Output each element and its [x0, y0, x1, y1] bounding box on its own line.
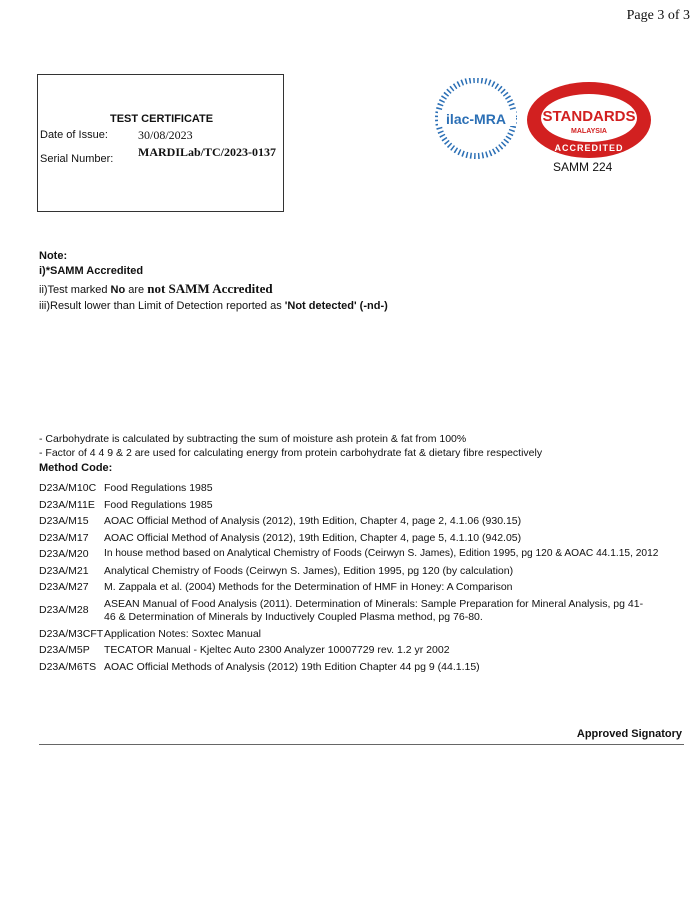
- carbohydrate-note: - Carbohydrate is calculated by subtracting the sum of moisture ash protein & fat from 100%: [39, 433, 467, 445]
- method-row: [39, 546, 694, 563]
- certificate-title: TEST CERTIFICATE: [110, 113, 214, 125]
- method-row: [39, 579, 694, 596]
- note-item-3-bold: 'Not detected' (-nd-): [284, 300, 388, 312]
- note-item-2-bold: No: [110, 284, 126, 296]
- signature-line: [39, 744, 684, 745]
- note-item-2-serif: not SAMM Accredited: [147, 281, 273, 296]
- serial-number-value: MARDILab/TC/2023-0137: [138, 145, 277, 159]
- method-code: D23A/M17: [39, 531, 89, 544]
- method-code: D23A/M20: [39, 548, 89, 560]
- note-item-2: [39, 281, 273, 297]
- note-item-2-prefix: ii)Test marked: [39, 284, 111, 296]
- method-code-heading: Method Code:: [39, 462, 113, 474]
- standards-malaysia-logo: [527, 82, 651, 158]
- method-code-list: [39, 480, 694, 675]
- approved-signatory-label: Approved Signatory: [576, 728, 682, 740]
- accreditation-logo-graphic: [432, 78, 657, 178]
- accreditation-logos: [432, 78, 657, 178]
- ilac-mra-logo: [438, 80, 516, 156]
- method-description: Analytical Chemistry of Foods (Ceirwyn S. James), Edition 1995, pg 120 (by calculation): [104, 564, 514, 577]
- malaysia-text: MALAYSIA: [571, 128, 607, 135]
- note-heading: Note:: [39, 250, 68, 262]
- method-code: D23A/M11E: [39, 498, 95, 511]
- issue-date-value: 30/08/2023: [138, 128, 193, 142]
- method-row: [39, 626, 694, 643]
- method-description: ASEAN Manual of Food Analysis (2011). Determination of Minerals: Sample Preparation for Mineral Analysis, pg 41-46 & Determination of Minerals by Inductively Coupled Plasma method, pg 76-80.: [104, 597, 644, 623]
- method-row: [39, 497, 694, 514]
- energy-factor-note: - Factor of 4 4 9 & 2 are used for calculating energy from protein carbohydrate fat & dietary fibre respectively: [39, 447, 543, 459]
- method-code: D23A/M21: [39, 564, 89, 577]
- method-description: In house method based on Analytical Chemistry of Foods (Ceirwyn S. James), Edition 1995, pg 120 & AOAC 44.1.15, 2012: [104, 548, 659, 559]
- method-description: AOAC Official Method of Analysis (2012), 19th Edition, Chapter 4, page 2, 4.1.06 (930.15): [104, 515, 522, 527]
- note-item-2-mid: are: [125, 284, 148, 296]
- method-code: D23A/M3CFT: [39, 627, 104, 640]
- method-row: [39, 642, 694, 659]
- serial-number-label: Serial Number:: [40, 153, 114, 165]
- note-item-3-prefix: iii)Result lower than Limit of Detection reported as: [39, 300, 285, 312]
- method-row: [39, 596, 694, 626]
- method-code: D23A/M6TS: [39, 660, 97, 673]
- method-description: AOAC Official Method of Analysis (2012), 19th Edition, Chapter 4, page 5, 4.1.10 (942.05): [104, 531, 522, 544]
- method-code: D23A/M27: [39, 581, 89, 593]
- method-code: D23A/M15: [39, 515, 89, 527]
- page-number: Page 3 of 3: [626, 8, 690, 23]
- method-code: D23A/M5P: [39, 644, 90, 656]
- method-row: [39, 659, 694, 676]
- method-row: [39, 480, 694, 497]
- method-row: [39, 513, 694, 530]
- method-description: AOAC Official Methods of Analysis (2012) 19th Edition Chapter 44 pg 9 (44.1.15): [104, 660, 480, 673]
- method-code: D23A/M28: [39, 604, 89, 616]
- samm-number: SAMM 224: [553, 160, 613, 174]
- method-description: M. Zappala et al. (2004) Methods for the Determination of HMF in Honey: A Comparison: [104, 581, 513, 593]
- issue-date-label: Date of Issue:: [40, 129, 108, 141]
- standards-text: STANDARDS: [542, 108, 636, 125]
- accredited-text: ACCREDITED: [554, 143, 624, 153]
- method-description: Food Regulations 1985: [104, 498, 213, 511]
- note-item-3: [39, 300, 388, 312]
- note-item-1: i)*SAMM Accredited: [39, 265, 144, 277]
- method-code: D23A/M10C: [39, 482, 97, 494]
- method-row: [39, 563, 694, 580]
- certificate-box: [37, 74, 284, 212]
- method-description: Food Regulations 1985: [104, 482, 213, 494]
- ilac-text: ilac-MRA: [446, 111, 506, 127]
- method-row: [39, 530, 694, 547]
- method-description: Application Notes: Soxtec Manual: [104, 627, 262, 640]
- method-description: TECATOR Manual - Kjeltec Auto 2300 Analyzer 10007729 rev. 1.2 yr 2002: [104, 644, 450, 656]
